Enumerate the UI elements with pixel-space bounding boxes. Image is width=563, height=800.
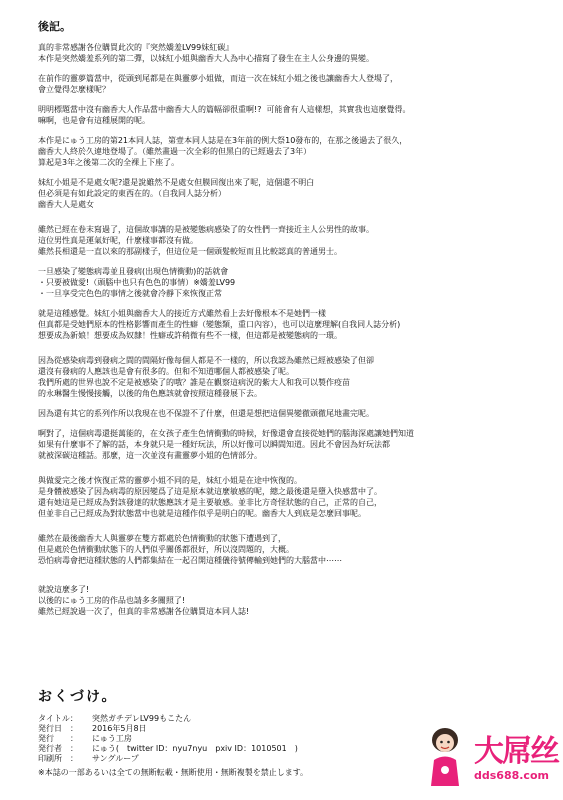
colophon-value: 2016年5月8日 [92, 724, 147, 733]
afterword-paragraph: 妹紅小姐是不是處女呢?還是說雖然不是處女但膜回復出來了呢，這個還不明白 但必須是有如此設定的東西在的。（自我同人誌分析） 幽香大人是處女 [38, 178, 315, 209]
afterword-paragraph: 雖然已經在卷末寫過了，這個故事講的是被變態病感染了的女性們一齊接近主人公男性的故事。 這位男性真是運氣好呢，什麼樣事都沒有做。 雖然長相還是一直以來的那副樣子，但這位是一個頭髮較短而且比較認真的普通男士。 [38, 225, 374, 256]
colophon-label: 発行者 ： [38, 744, 78, 753]
copyright-notice: ※本誌の一部あるいは全ての無断転載・無断使用・無断複製を禁止します。 [38, 768, 309, 777]
afterword-paragraph: 真的非常感謝各位購買此次的『突然嬌羞LV99妹紅碳』 本作是突然嬌羞系列的第二彈，以妹紅小姐與幽香大人為中心描寫了發生在主人公身邊的異變。 [38, 43, 374, 63]
afterword-paragraph: 在前作的靈夢篇當中，從頭到尾都是在與靈夢小姐做，而這一次在妹紅小姐之後也讓幽香大人登場了， 會立覺得怎麼樣呢？ [38, 74, 398, 94]
colophon-value: にゅう( twitter ID：nyu7nyu pxiv ID：1010501 ) [92, 744, 298, 753]
afterword-paragraph: 因為從感染病毒到發病之間的間隔好像每個人都是不一樣的，所以我認為雖然已經被感染了但卻 還沒有發病的人應該也是會有很多的。但和不知道哪個人都被感染了呢。 我們所處的世界也說不定是被感染了的哦？誰是在觀察這病況的紫大人和我可以製作疫苗 的永琳醫生慢慢接觸，以後的角色應該就會按照這種發展下去。 [38, 356, 374, 398]
colophon-row [38, 734, 478, 744]
colophon-label: タイトル： [38, 714, 78, 723]
watermark-mascot-icon [425, 726, 465, 788]
colophon-row [38, 744, 478, 754]
colophon-section [38, 686, 478, 778]
colophon-value: サングループ [92, 754, 139, 763]
colophon-title: おくづけ。 [38, 689, 118, 705]
colophon-row [38, 754, 478, 764]
afterword-section [38, 18, 538, 626]
afterword-heading: 後記。 [38, 20, 71, 33]
afterword-paragraph: 明明標題當中沒有幽香大人作品當中幽香大人的篇幅卻很重啊!? 可能會有人這樣想，其實我也這麼覺得。 嘛啊，也是會有這種展開的呢。 [38, 105, 411, 125]
afterword-paragraph: 與做愛完之後才恢復正常的靈夢小姐不同的是，妹紅小姐是在途中恢復的。 是身體被感染了因為病毒的原因變爲了這是原本就這麼敏感的呢，總之最後還是墮入快感當中了。 還有她這是已經成為對該發達的狀態應該才是主要敏感。並非比方奇怪狀態的自己，正常的自己， 但並非自己已經成為對狀態當中也就是這種作似乎是明白的呢。幽香大人到底是怎麼回事呢。 [38, 476, 382, 518]
afterword-paragraph: 雖然在最後幽香大人與靈夢在雙方都處於色情衝動的狀態下遭遇到了， 但是處於色情衝動狀態下的人們似乎關係都很好，所以沒問題的，大概。 恐怕病毒會把這種狀態的人們都集結在一起召開這種儀待號傳輸到她們的大腦當中⋯⋯ [38, 534, 342, 565]
colophon-label: 印刷所 ： [38, 754, 78, 763]
watermark-url: dds688.com [474, 769, 549, 782]
afterword-paragraph: 本作是にゅう工房的第21本同人誌，第壹本同人誌是在3年前的例大祭10發布的，在那之後過去了很久， 幽香大人終於久違地登場了。（雖然畫過一次全彩的但黑白的已經過去了3年） 算起是3年之後第二次的全裸上下座了。 [38, 136, 408, 167]
colophon-label: 発行 ： [38, 734, 78, 743]
afterword-paragraph: 一旦感染了變態病毒並且發病(出現色情衝動)的話就會 ・只要被做愛!（頭腦中也只有色色的事情）※嬌羞LV99 ・一旦享受完色色的事情之後就會冷靜下來恢復正常 [38, 267, 236, 298]
colophon-value: 突然ガチデレLV99もこたん [92, 714, 192, 723]
afterword-paragraph: 就是這種感覺。妹紅小姐與幽香大人的接近方式雖然看上去好像根本不是她們一樣 但真都是受她們原本的性格影響而產生的性癖（變態類，重口內容），也可以這麼理解(自我同人誌分析) 想要成為新娘！想要成為奴隸！性癖或許稍微有些不一樣，但這都是被變態病的一環。 [38, 309, 401, 340]
colophon-label: 発行日 ： [38, 724, 78, 733]
watermark-logo: 大屌丝 [474, 734, 558, 769]
colophon-row [38, 714, 478, 724]
afterword-paragraph: 啊對了，這個病毒還挺萬能的，在女孩子產生色情衝動的時候，好像還會直接從她們的腦海深處讓她們知道 如果有什麼事不了解的話，本身就只是一種好玩法，所以好像可以瞬間知道。因此不會因為好玩法都 就被深碳這種話。那麼，這一次並沒有畫靈夢小姐的色情部分。 [38, 429, 414, 460]
afterword-paragraph: 因為還有其它的系列作所以我現在也不保證不了什麼，但還是想把這個異變徹頭徹尾地畫完呢。 [38, 409, 374, 418]
afterword-closing: 就說這麼多了! 以後的にゅう工房的作品也請多多關照了! 雖然已經說過一次了，但真的非常感謝各位購買這本同人誌! [38, 585, 250, 616]
colophon-value: にゅう工房 [92, 734, 132, 743]
colophon-row [38, 724, 478, 734]
